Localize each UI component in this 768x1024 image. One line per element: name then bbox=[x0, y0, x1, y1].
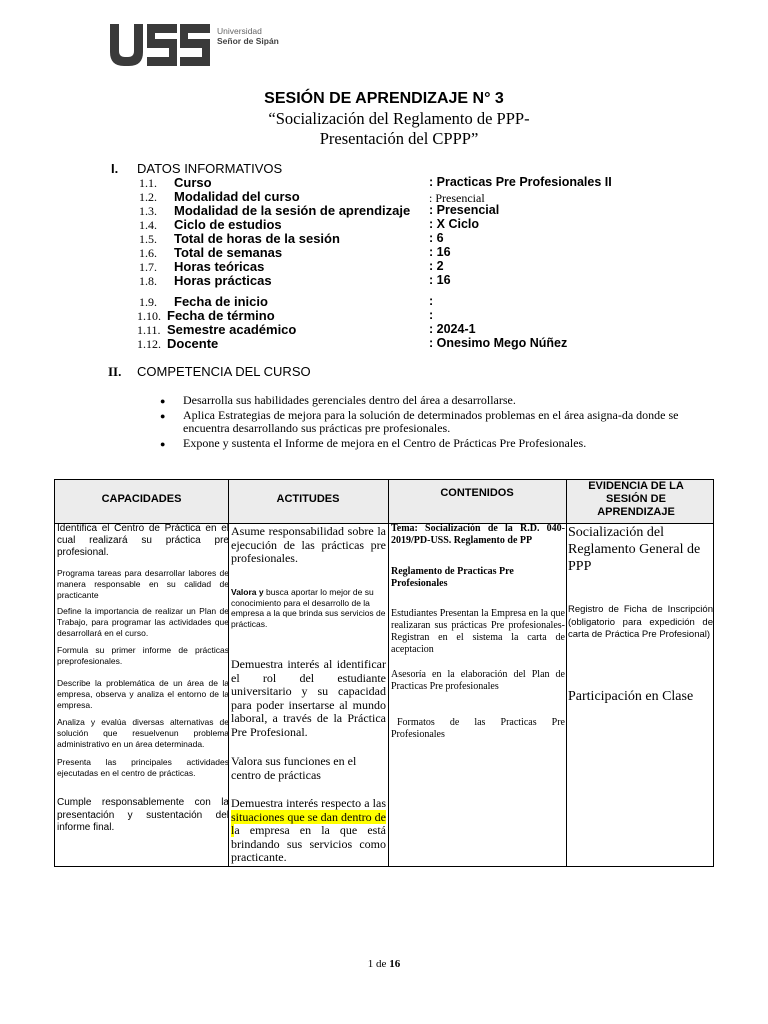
actitud-item: Valora sus funciones en el centro de prácticas bbox=[231, 754, 357, 782]
section1-roman: I. bbox=[111, 161, 119, 176]
item-label: Modalidad de la sesión de aprendizaje bbox=[174, 203, 411, 218]
item-label: Docente bbox=[167, 336, 219, 351]
page-of: de bbox=[376, 958, 387, 970]
page-current: 1 bbox=[367, 958, 374, 970]
document-title: SESIÓN DE APRENDIZAJE N° 3 bbox=[264, 90, 504, 107]
item-number: 1.3. bbox=[139, 204, 157, 218]
actitud-item: Demuestra interés al identificar el rol del estudiante universitario y su capacidad para poder insertarse al mundo laboral, a través de la Práctica Pre Profesional. bbox=[231, 657, 386, 739]
item-value: : Practicas Pre Profesionales II bbox=[429, 175, 612, 189]
column-divider bbox=[388, 480, 389, 866]
evidencia-item: Registro de Ficha de Inscripción (obligatorio para expedición de carta de Práctica Pre Profesional) bbox=[568, 604, 713, 640]
item-value: : Presencial bbox=[429, 203, 500, 217]
bullet-icon: ● bbox=[160, 396, 166, 406]
capacidad-item: Analiza y evalúa diversas alternativas de solución que resuelvenun problema administrativo en un área determinada. bbox=[57, 717, 229, 749]
item-label: Fecha de inicio bbox=[174, 294, 268, 309]
item-value: : 16 bbox=[429, 273, 451, 287]
actitud-rest: busca aportar lo mejor de su conocimiento para el desarrollo de la empresa a la que brinda sus servicios de prácticas. bbox=[231, 587, 386, 629]
column-divider bbox=[566, 480, 567, 866]
capacidad-item: Describe la problemática de un área de la empresa, observa y analiza el entorno de la empresa. bbox=[57, 678, 229, 710]
capacidad-item: Programa tareas para desarrollar labores de manera responsable en su calidad de practicante bbox=[57, 568, 229, 600]
actitud-post: a empresa en la que está brindando sus servicios como practicante. bbox=[231, 823, 386, 864]
item-number: 1.1. bbox=[139, 176, 157, 190]
contenido-item: Asesoría en la elaboración del Plan de Practicas Pre profesionales bbox=[391, 669, 565, 692]
item-label: Ciclo de estudios bbox=[174, 217, 282, 232]
section2-title: COMPETENCIA DEL CURSO bbox=[137, 364, 311, 379]
capacidad-item: Presenta las principales actividades ejecutadas en el centro de prácticas. bbox=[57, 757, 229, 778]
actitud-item bbox=[231, 797, 386, 865]
subtitle-line2: Presentación del CPPP” bbox=[319, 129, 479, 148]
competencia-item: Aplica Estrategias de mejora para la solución de determinados problemas en el área asigna-da donde se encuentra desarrollando sus prácticas pre profesionales. bbox=[183, 408, 679, 435]
header-actitudes: ACTITUDES bbox=[276, 493, 340, 505]
item-value: : 16 bbox=[429, 245, 451, 259]
capacidad-item: Cumple responsablemente con la presentación y sustentación del informe final. bbox=[57, 797, 229, 833]
university-line2: Señor de Sipán bbox=[217, 36, 279, 46]
evidencia-item: Participación en Clase bbox=[568, 689, 694, 704]
item-value: : bbox=[429, 308, 434, 322]
actitud-item: Asume responsabilidad sobre la ejecución de las prácticas pre profesionales. bbox=[231, 524, 386, 565]
item-number: 1.7. bbox=[139, 260, 157, 274]
item-number: 1.11. bbox=[137, 323, 161, 337]
competencia-item: Expone y sustenta el Informe de mejora en el Centro de Prácticas Pre Profesionales. bbox=[183, 436, 587, 450]
document-subtitle bbox=[0, 109, 768, 149]
actitud-item bbox=[231, 587, 386, 629]
header-evidencia: EVIDENCIA DE LA SESIÓN DE APRENDIZAJE bbox=[588, 480, 684, 518]
item-number: 1.6. bbox=[139, 246, 157, 260]
actitud-bold: Valora y bbox=[231, 587, 264, 597]
item-label: Semestre académico bbox=[167, 322, 297, 337]
highlighted-text: situaciones que se dan dentro de l bbox=[231, 809, 386, 837]
item-label: Fecha de término bbox=[167, 308, 275, 323]
uss-logo bbox=[110, 24, 212, 66]
item-value: : bbox=[429, 294, 434, 308]
competencia-item: Desarrolla sus habilidades gerenciales dentro del área a desarrollarse. bbox=[183, 393, 516, 407]
item-value: : 2 bbox=[429, 259, 444, 273]
subtitle-line1: “Socialización del Reglamento de PPP- bbox=[268, 109, 530, 128]
bullet-icon: ● bbox=[160, 411, 166, 421]
item-label: Total de horas de la sesión bbox=[174, 231, 340, 246]
session-table bbox=[54, 479, 714, 867]
item-value: : 2024-1 bbox=[429, 322, 476, 336]
item-number: 1.2. bbox=[139, 190, 157, 204]
item-number: 1.10. bbox=[137, 309, 161, 323]
item-value: : 6 bbox=[429, 231, 444, 245]
section2-roman: II. bbox=[108, 364, 122, 379]
capacidad-item: Formula su primer informe de prácticas preprofesionales. bbox=[57, 645, 229, 666]
item-number: 1.4. bbox=[139, 218, 157, 232]
university-line1: Universidad bbox=[217, 26, 262, 36]
capacidad-item: Identifica el Centro de Práctica en el cual realizará su práctica pre profesional. bbox=[57, 523, 229, 558]
evidencia-item: Socialización del Reglamento General de PPP bbox=[568, 525, 701, 574]
item-label: Modalidad del curso bbox=[174, 189, 300, 204]
contenido-item: Formatos de las Practicas Pre Profesionales bbox=[391, 717, 565, 740]
page-number bbox=[0, 958, 768, 970]
capacidad-item: Define la importancia de realizar un Plan de Trabajo, para programar las actividades que desarrollará en el curso. bbox=[57, 606, 229, 638]
item-label: Curso bbox=[174, 175, 212, 190]
section1-title: DATOS INFORMATIVOS bbox=[137, 161, 283, 176]
item-value: : Presencial bbox=[429, 191, 485, 205]
item-label: Horas prácticas bbox=[174, 273, 272, 288]
page-total: 16 bbox=[389, 958, 401, 970]
item-label: Horas teóricas bbox=[174, 259, 265, 274]
contenido-item: Tema: Socialización de la R.D. 040-2019/PD-USS. Reglamento de PP bbox=[391, 523, 565, 546]
contenido-item: Estudiantes Presentan la Empresa en la que realizaran sus prácticas Pre profesionales-Registran en el sistema la carta de aceptacion bbox=[391, 608, 565, 655]
actitud-pre: Demuestra interés respecto a las bbox=[231, 796, 386, 810]
item-value: : X Ciclo bbox=[429, 217, 480, 231]
contenido-item: Reglamento de Practicas Pre Profesionales bbox=[391, 566, 514, 589]
item-value: : Onesimo Mego Núñez bbox=[429, 336, 568, 350]
header-contenidos: CONTENIDOS bbox=[440, 487, 514, 499]
item-number: 1.9. bbox=[139, 295, 157, 309]
item-number: 1.12. bbox=[137, 337, 161, 351]
item-number: 1.8. bbox=[139, 274, 157, 288]
item-label: Total de semanas bbox=[174, 245, 283, 260]
bullet-icon: ● bbox=[160, 439, 166, 449]
item-number: 1.5. bbox=[139, 232, 157, 246]
header-capacidades: CAPACIDADES bbox=[101, 493, 182, 505]
